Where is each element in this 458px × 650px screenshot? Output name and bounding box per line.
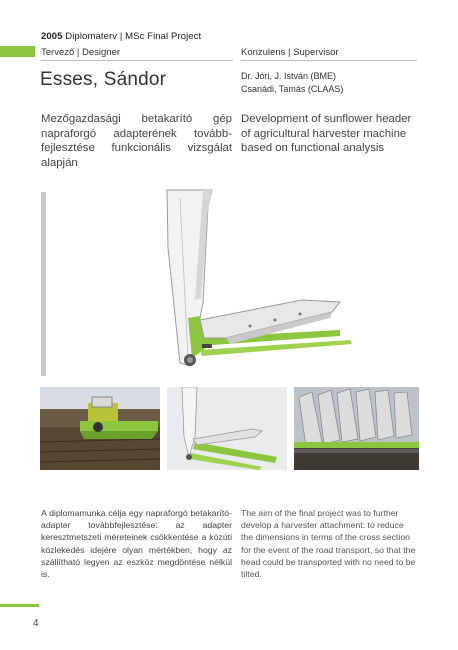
header-label: Diplomaterv | MSc Final Project [65,31,202,42]
header-title [41,31,201,42]
title-hungarian: Mezőgazdasági betakarító gép napraforgó adapterének tovább-fejlesztése funkcionális vizsgálat alapján [41,113,232,169]
designer-rule [41,60,233,61]
supervisor-label: Konzulens | Supervisor [241,47,339,58]
supervisor-1: Dr. Jóri, J. István (BME) [241,71,337,81]
header-render-image [40,188,420,378]
student-name: Esses, Sándor [40,69,167,90]
designer-label: Tervező | Designer [41,47,121,58]
supervisor-list [241,70,421,96]
header-year: 2005 [41,31,63,42]
supervisor-2: Csanádi, Tamás (CLAAS) [241,84,344,94]
page-number: 4 [33,618,39,629]
body-english: The aim of the final project was to further develop a harvester attachment: to reduce the dimensions in terms of the cross section for the event of the road transport, so that the head could be transported with no need to be tilted. [241,508,416,580]
footer-accent-bar [0,604,39,607]
header-field-photo [294,387,419,470]
body-hungarian: A diplomamunka célja egy napraforgó betakarító-adapter továbbfejlesztése: az adapter keresztmetszeti méreteinek csökkentése a közúti közlekedés idejére olyan mértékben, hogy az szállítható legyen az eszköz megdöntése nélkül is. [41,508,232,580]
accent-tab [0,46,35,57]
supervisor-rule [241,60,417,61]
render-closeup-image [167,387,287,470]
combine-photo [40,387,160,470]
title-english: Development of sunflower header of agricultural harvester machine based on functional analysis [241,113,412,154]
